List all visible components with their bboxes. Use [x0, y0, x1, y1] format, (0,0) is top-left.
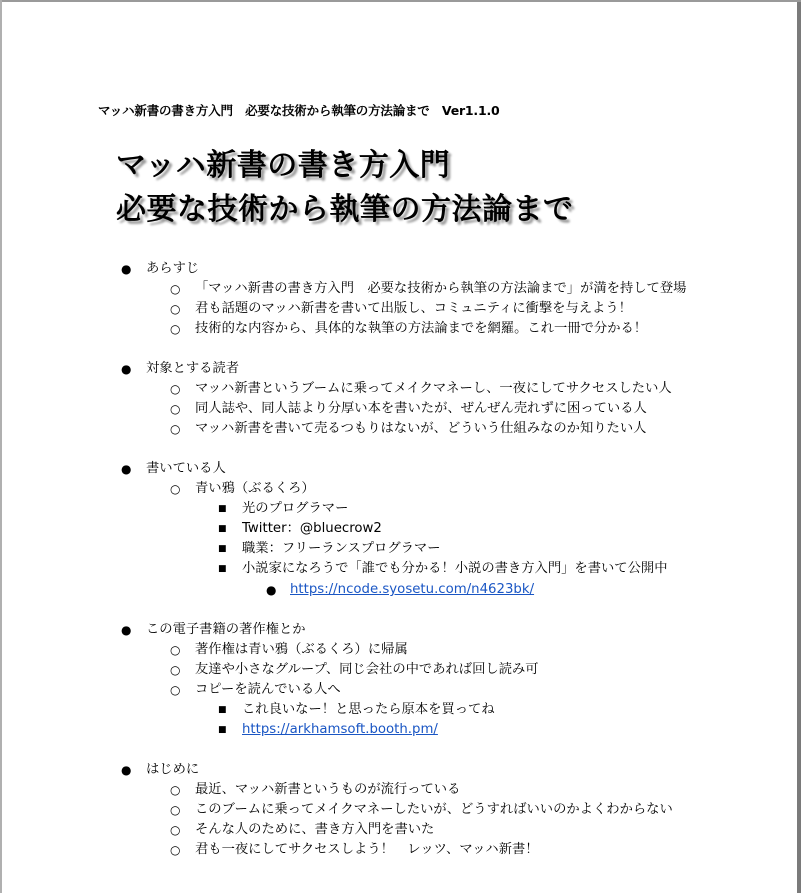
- booth-link[interactable]: https://arkhamsoft.booth.pm/: [242, 722, 438, 737]
- running-header: マッハ新書の書き方入門 必要な技術から執筆の方法論まで Ver1.1.0: [98, 103, 500, 118]
- circle-bullet-icon: ○: [170, 382, 181, 396]
- circle-bullet-icon: ○: [170, 843, 181, 857]
- bullet-icon: ●: [121, 763, 132, 777]
- square-bullet-icon: ■: [218, 504, 227, 514]
- square-bullet-icon: ■: [218, 725, 227, 735]
- bullet-icon: ●: [266, 583, 277, 597]
- title-line-2: 必要な技術から執筆の方法論まで: [116, 192, 574, 227]
- page-left-border: [0, 0, 2, 893]
- list-item: 光のプログラマー: [242, 501, 349, 516]
- section-copyright-label: この電子書籍の著作権とか: [146, 622, 306, 637]
- square-bullet-icon: ■: [218, 564, 227, 574]
- circle-bullet-icon: ○: [170, 402, 181, 416]
- author-name: 青い鴉（ぶるくろ）: [195, 481, 315, 496]
- ncode-link[interactable]: https://ncode.syosetu.com/n4623bk/: [290, 582, 535, 597]
- list-item: 最近、マッハ新書というものが流行っている: [195, 782, 461, 797]
- circle-bullet-icon: ○: [170, 282, 181, 296]
- circle-bullet-icon: ○: [170, 663, 181, 677]
- title-line-1: マッハ新書の書き方入門: [116, 148, 451, 183]
- section-audience-label: 対象とする読者: [146, 361, 240, 376]
- list-item: コピーを読んでいる人へ: [195, 682, 341, 697]
- circle-bullet-icon: ○: [170, 322, 181, 336]
- circle-bullet-icon: ○: [170, 643, 181, 657]
- bullet-icon: ●: [121, 623, 132, 637]
- bullet-icon: ●: [121, 462, 132, 476]
- list-item: 友達や小さなグループ、同じ会社の中であれば回し読み可: [195, 662, 539, 677]
- circle-bullet-icon: ○: [170, 302, 181, 316]
- page-top-border: [0, 0, 801, 2]
- list-item: マッハ新書というブームに乗ってメイクマネーし、一夜にしてサクセスしたい人: [195, 381, 672, 396]
- circle-bullet-icon: ○: [170, 783, 181, 797]
- circle-bullet-icon: ○: [170, 683, 181, 697]
- circle-bullet-icon: ○: [170, 422, 181, 436]
- bullet-icon: ●: [121, 362, 132, 376]
- list-item: これ良いなー！と思ったら原本を買ってね: [242, 702, 495, 717]
- circle-bullet-icon: ○: [170, 803, 181, 817]
- circle-bullet-icon: ○: [170, 823, 181, 837]
- square-bullet-icon: ■: [218, 544, 227, 554]
- circle-bullet-icon: ○: [170, 482, 181, 496]
- section-intro-label: はじめに: [146, 762, 200, 777]
- list-item: 君も一夜にしてサクセスしよう！ レッツ、マッハ新書！: [195, 842, 539, 857]
- list-item: 君も話題のマッハ新書を書いて出版し、コミュニティに衝撃を与えよう！: [195, 301, 632, 316]
- list-item: このブームに乗ってメイクマネーしたいが、どうすればいいのかよくわからない: [195, 802, 673, 817]
- square-bullet-icon: ■: [218, 524, 227, 534]
- section-author-label: 書いている人: [146, 461, 226, 476]
- square-bullet-icon: ■: [218, 705, 227, 715]
- bullet-icon: ●: [121, 262, 132, 276]
- section-synopsis-label: あらすじ: [146, 261, 200, 276]
- list-item: 技術的な内容から、具体的な執筆の方法論までを網羅。これ一冊で分かる！: [195, 321, 648, 336]
- list-item: そんな人のために、書き方入門を書いた: [195, 822, 435, 837]
- list-item: Twitter：@bluecrow2: [242, 521, 382, 536]
- list-item: 「マッハ新書の書き方入門 必要な技術から執筆の方法論まで」が満を持して登場: [195, 281, 687, 296]
- list-item: 著作権は青い鴉（ぶるくろ）に帰属: [195, 642, 408, 657]
- list-item: マッハ新書を書いて売るつもりはないが、どういう仕組みなのか知りたい人: [195, 421, 647, 436]
- list-item: 小説家になろうで「誰でも分かる！小説の書き方入門」を書いて公開中: [242, 561, 668, 576]
- list-item: 職業：フリーランスプログラマー: [242, 541, 441, 556]
- list-item: 同人誌や、同人誌より分厚い本を書いたが、ぜんぜん売れずに困っている人: [195, 401, 647, 416]
